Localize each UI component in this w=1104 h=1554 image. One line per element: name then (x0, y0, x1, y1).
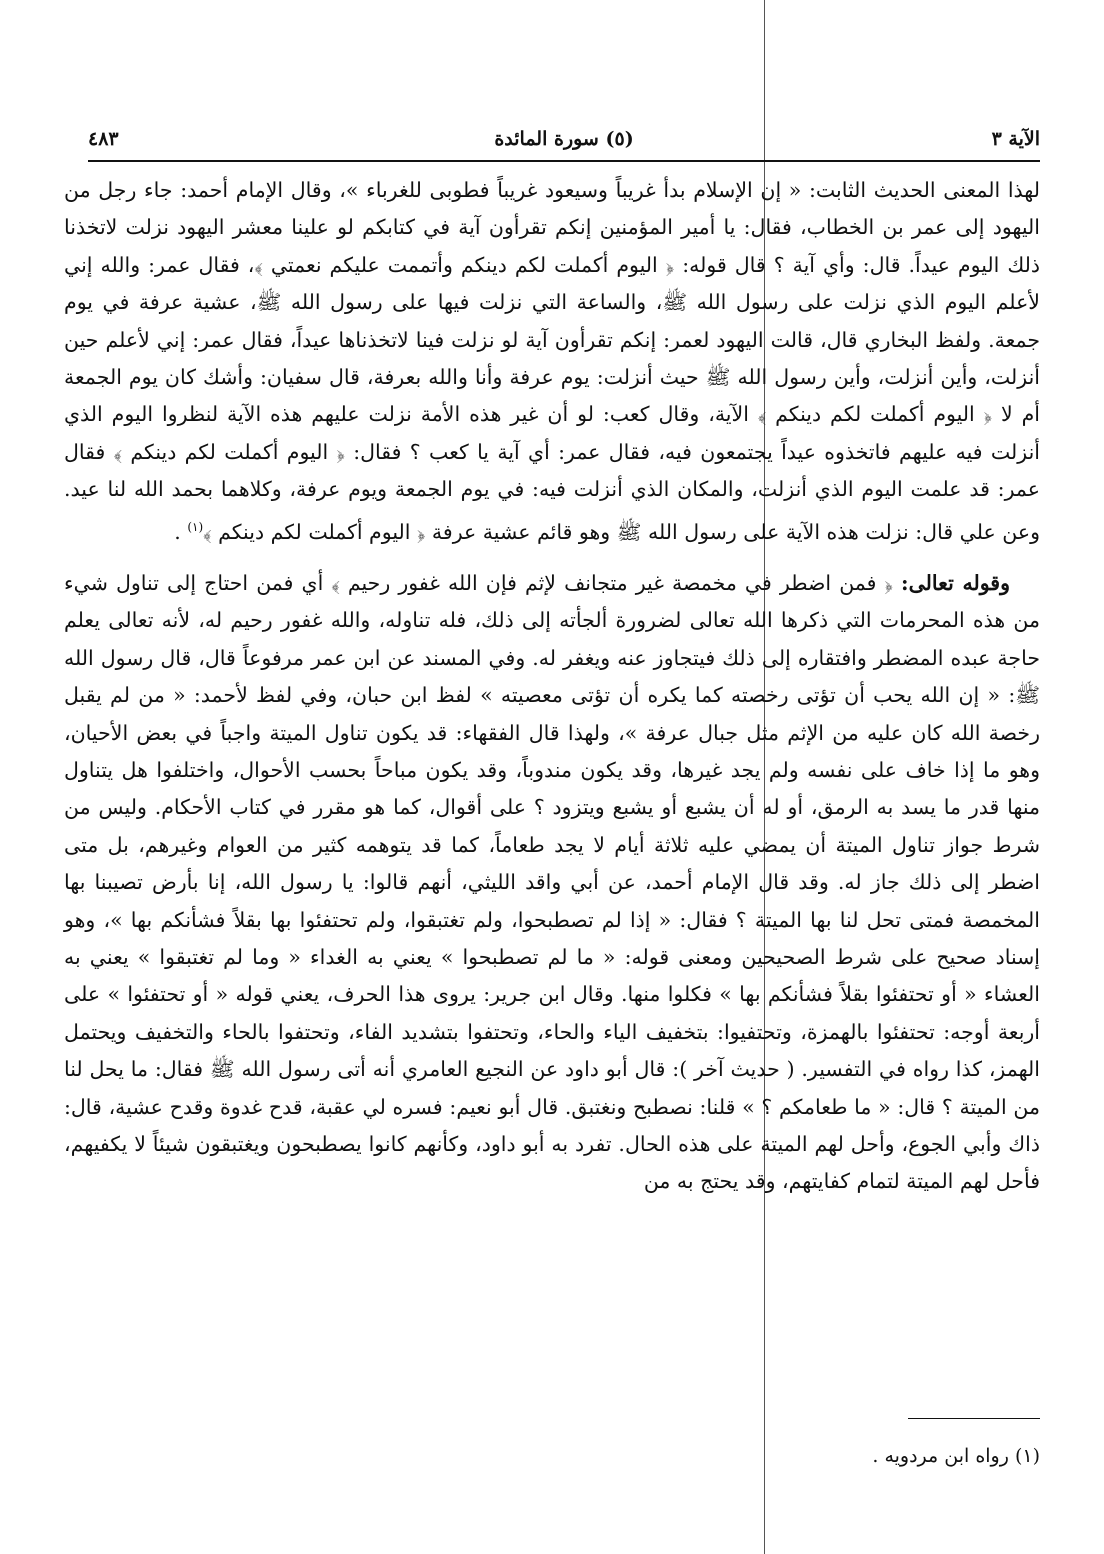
paragraph-lead: وقوله تعالى: (901, 570, 1010, 595)
footnote-marker: (١) (187, 519, 204, 534)
main-text (64, 172, 1040, 1201)
paragraph-idtirar (64, 565, 1040, 1201)
paragraph-1-text: لهذا المعنى الحديث الثابت: « إن الإسلام بدأ غريباً وسيعود غريباً فطوبى للغرباء »، وقال الإمام أحمد: جاء رجل من اليهود إلى عمر بن الخطاب، فقال: يا أمير المؤمنين إنكم تقرأون آية في كتابكم لو علينا معشر اليهود نزلت لاتخذنا ذلك اليوم عيداً. قال: وأي آية ؟ قال قوله: ﴿ اليوم أكملت لكم دينكم وأتممت عليكم نعمتي ﴾، فقال عمر: والله إني لأعلم اليوم الذي نزلت على رسول الله ﷺ، والساعة التي نزلت فيها على رسول الله ﷺ، عشية عرفة في يوم جمعة. ولفظ البخاري قال، قالت اليهود لعمر: إنكم تقرأون آية لو نزلت فينا لاتخذناها عيداً، فقال عمر: إني لأعلم حين أنزلت، وأين أنزلت، وأين رسول الله ﷺ حيث أنزلت: يوم عرفة وأنا والله بعرفة، قال سفيان: وأشك كان يوم الجمعة أم لا ﴿ اليوم أكملت لكم دينكم ﴾ الآية، وقال كعب: لو أن غير هذه الأمة نزلت عليهم هذه الآية لنظروا اليوم الذي أنزلت فيه عليهم فاتخذوه عيداً يجتمعون فيه، فقال عمر: أي آية يا كعب ؟ فقال: ﴿ اليوم أكملت لكم دينكم ﴾ فقال عمر: قد علمت اليوم الذي أنزلت، والمكان الذي أنزلت فيه: في يوم الجمعة ويوم عرفة، وكلاهما بحمد الله لنا عيد. وعن علي قال: نزلت هذه الآية على رسول الله ﷺ وهو قائم عشية عرفة ﴿ اليوم أكملت لكم دينكم ﴾ (64, 178, 1040, 544)
page-number: ٤٨٣ (88, 128, 119, 150)
paragraph-1-end: . (174, 519, 188, 544)
paragraph-hadith-aya (64, 172, 1040, 551)
verse-number: الآية ٣ (991, 128, 1040, 150)
header-rule (88, 160, 1040, 162)
footnote: (١) رواه ابن مردويه . (872, 1445, 1040, 1467)
paragraph-2-text: ﴿ فمن اضطر في مخمصة غير متجانف لإثم فإن الله غفور رحيم ﴾ أي فمن احتاج إلى تناول شيء من هذه المحرمات التي ذكرها الله تعالى لضرورة ألجأته إلى ذلك، فله تناوله، والله غفور رحيم له، لأنه تعالى يعلم حاجة عبده المضطر وافتقاره إلى ذلك فيتجاوز عنه ويغفر له. وفي المسند عن ابن عمر مرفوعاً قال، قال رسول الله ﷺ: « إن الله يحب أن تؤتى رخصته كما يكره أن تؤتى معصيته » لفظ ابن حبان، وفي لفظ لأحمد: « من لم يقبل رخصة الله كان عليه من الإثم مثل جبال عرفة »، ولهذا قال الفقهاء: قد يكون تناول الميتة واجباً في بعض الأحيان، وهو ما إذا خاف على نفسه ولم يجد غيرها، وقد يكون مندوباً، وقد يكون مباحاً بحسب الأحوال، واختلفوا هل يتناول منها قدر ما يسد به الرمق، أو له أن يشبع أو يشبع ويتزود ؟ على أقوال، كما هو مقرر في كتاب الأحكام. وليس من شرط جواز تناول الميتة أن يمضي عليه ثلاثة أيام لا يجد طعاماً، كما قد يتوهمه كثير من العوام وغيرهم، بل متى اضطر إلى ذلك جاز له. وقد قال الإمام أحمد، عن أبي واقد الليثي، أنهم قالوا: يا رسول الله، إنا بأرض تصيبنا بها المخمصة فمتى تحل لنا بها الميتة ؟ فقال: « إذا لم تصطبحوا، ولم تغتبقوا، ولم تحتفئوا بها بقلاً فشأنكم بها »، وهو إسناد صحيح على شرط الصحيحين ومعنى قوله: « ما لم تصطبحوا » يعني به الغداء « وما لم تغتبقوا » يعني به العشاء « أو تحتفئوا بقلاً فشأنكم بها » فكلوا منها. وقال ابن جرير: يروى هذا الحرف، يعني قوله « أو تحتفئوا » على أربعة أوجه: تحتفئوا بالهمزة، وتحتفيوا: بتخفيف الياء والحاء، وتحتفوا بتشديد الفاء، وتحتفوا بالحاء والتخفيف ويحتمل الهمز، كذا رواه في التفسير. ( حديث آخر ): قال أبو داود عن النجيع العامري أنه أتى رسول الله ﷺ فقال: ما يحل لنا من الميتة ؟ قال: « ما طعامكم ؟ » قلنا: نصطبح ونغتبق. قال أبو نعيم: فسره لي عقبة، قدح غدوة وقدح عشية، قال: ذاك وأبي الجوع، وأحل لهم الميتة على هذه الحال. تفرد به أبو داود، وكأنهم كانوا يصطبحون ويغتبقون شيئاً لا يكفيهم، فأحل لهم الميتة لتمام كفايتهم، وقد يحتج به من (64, 570, 1040, 1194)
running-header (88, 128, 1040, 156)
surah-title: (٥) سورة المائدة (494, 128, 634, 150)
footnote-rule (908, 1418, 1040, 1419)
